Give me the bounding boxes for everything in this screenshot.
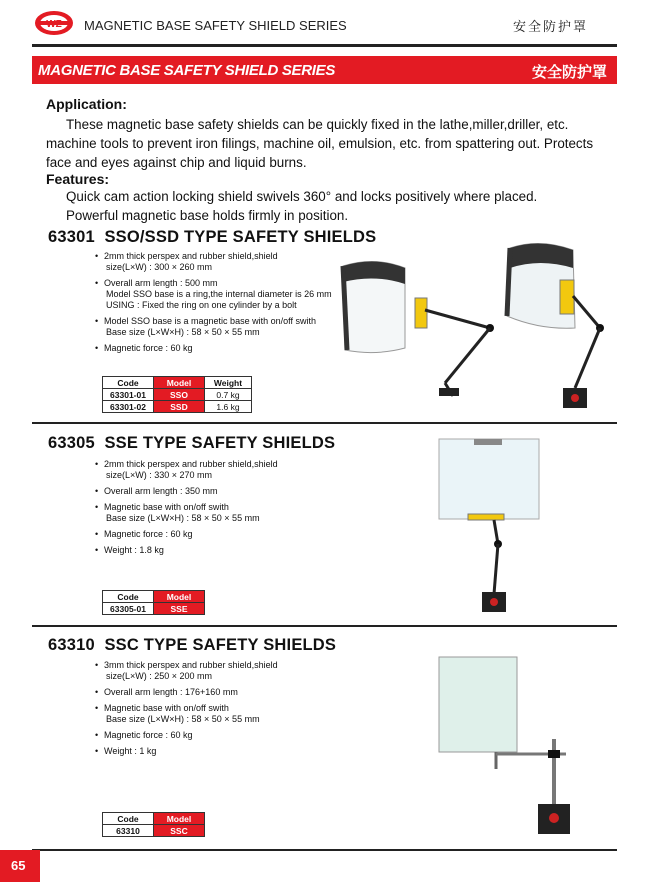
spec-item: • Weight : 1 kg [104, 746, 278, 757]
sse-shield-photo [436, 434, 546, 614]
spec-item: • Magnetic base with on/off swith Base size (L×W×H) : 58 × 50 × 55 mm [104, 703, 278, 725]
spec-item: • Overall arm length : 176+160 mm [104, 687, 278, 698]
logo-text: WZ [46, 19, 62, 30]
spec-list [104, 251, 332, 359]
features-heading: Features: [46, 171, 110, 187]
ssc-shield-photo [436, 654, 576, 844]
table-row: 63301-01 SSO 0.7 kg [103, 389, 252, 401]
header-title: MAGNETIC BASE SAFETY SHIELD SERIES [84, 18, 347, 33]
section-title-63301: 63301 SSO/SSD TYPE SAFETY SHIELDS [48, 228, 377, 246]
section-divider [32, 422, 617, 424]
table-header: Weight [205, 377, 252, 389]
spec-item: • 2mm thick perspex and rubber shield,shield size(L×W) : 300 × 260 mm [104, 251, 332, 273]
table-header: Model [154, 813, 205, 825]
page-number-box [0, 850, 40, 882]
table-header: Code [103, 813, 154, 825]
spec-table [102, 812, 205, 837]
section-divider [32, 625, 617, 627]
application-text: These magnetic base safety shields can be quickly fixed in the lathe,miller,driller, etc. machine tools to prevent iron filings, machine oil, emulsion, etc. from spattering out. Protects face and eyes against chip and liquid burns. [46, 117, 594, 170]
spec-item: • Magnetic force : 60 kg [104, 730, 278, 741]
feature-item: Powerful magnetic base holds firmly in position. [66, 208, 349, 223]
spec-table [102, 590, 205, 615]
section-title-63310: 63310 SSC TYPE SAFETY SHIELDS [48, 636, 337, 654]
table-header: Code [103, 591, 154, 603]
table-row: 63305-01 SSE [103, 603, 205, 615]
application-heading: Application: [46, 96, 127, 112]
spec-list [104, 660, 278, 762]
banner-title-cn: 安全防护罩 [531, 63, 607, 81]
title-banner [32, 56, 617, 84]
table-header: Model [154, 591, 205, 603]
table-header: Model [154, 377, 205, 389]
table-row: 63310 SSC [103, 825, 205, 837]
spec-table [102, 376, 252, 413]
banner-title: MAGNETIC BASE SAFETY SHIELD SERIES [38, 62, 336, 79]
spec-item: • 2mm thick perspex and rubber shield,shield size(L×W) : 330 × 270 mm [104, 459, 278, 481]
sso-ssd-shield-photo [335, 238, 610, 413]
header-title-cn: 安全防护罩 [512, 20, 588, 35]
spec-list [104, 459, 278, 561]
spec-item: • 3mm thick perspex and rubber shield,shield size(L×W) : 250 × 200 mm [104, 660, 278, 682]
spec-item: • Magnetic base with on/off swith Base size (L×W×H) : 58 × 50 × 55 mm [104, 502, 278, 524]
spec-item: • Magnetic force : 60 kg [104, 529, 278, 540]
table-header: Code [103, 377, 154, 389]
spec-item: • Overall arm length : 500 mm Model SSO base is a ring,the internal diameter is 26 mm USING : Fixed the ring on one cylinder by a bolt [104, 278, 332, 311]
header-rule [32, 44, 617, 47]
feature-item: Quick cam action locking shield swivels 360° and locks positively where placed. [66, 189, 538, 204]
table-row: 63301-02 SSD 1.6 kg [103, 401, 252, 413]
section-title-63305: 63305 SSE TYPE SAFETY SHIELDS [48, 434, 336, 452]
page-number: 65 [11, 858, 26, 873]
spec-item: • Overall arm length : 350 mm [104, 486, 278, 497]
brand-logo [34, 10, 74, 36]
spec-item: • Model SSO base is a magnetic base with on/off swith Base size (L×W×H) : 58 × 50 × 55 mm [104, 316, 332, 338]
footer-rule [32, 849, 617, 851]
spec-item: • Weight : 1.8 kg [104, 545, 278, 556]
spec-item: • Magnetic force : 60 kg [104, 343, 332, 354]
